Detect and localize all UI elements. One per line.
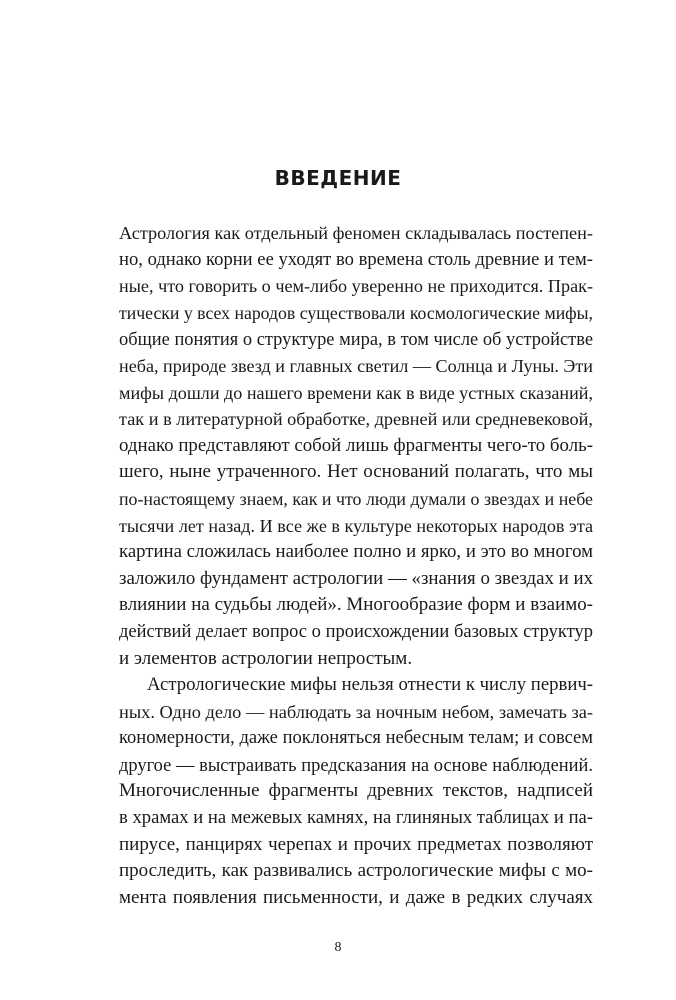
text-line: но, однако корни ее уходят во времена столь древние и тем- bbox=[119, 248, 593, 270]
text-line: по-настоящему знаем, как и что люди думали о звездах и небе bbox=[119, 488, 593, 509]
text-line: Астрология как отдельный феномен складывалась постепен- bbox=[119, 223, 593, 243]
text-line: пирусе, панцирях черепах и прочих предметах позволяют bbox=[119, 833, 593, 855]
text-line: неба, природе звезд и главных светил — Солнца и Луны. Эти bbox=[119, 355, 593, 376]
text-line: действий делает вопрос о происхождении базовых структур bbox=[119, 621, 593, 642]
page-number: 8 bbox=[334, 940, 342, 955]
text-line: тысячи лет назад. И все же в культуре некоторых народов эта bbox=[119, 515, 593, 536]
text-line: другое — выстраивать предсказания на основе наблюдений. bbox=[119, 754, 593, 775]
paragraph-2 bbox=[119, 672, 593, 911]
text-line: ные, что говорить о чем-либо уверенно не приходится. Прак- bbox=[119, 276, 593, 297]
text-line: мифы дошли до нашего времени как в виде устных сказаний, bbox=[119, 382, 593, 403]
text-line: так и в литературной обработке, древней или средневековой, bbox=[119, 409, 593, 430]
text-line: и элементов астрологии непростым. bbox=[119, 647, 413, 669]
text-line: влиянии на судьбы людей». Многообразие форм и взаимо- bbox=[119, 594, 593, 616]
text-line: Астрологические мифы нельзя отнести к числу первич- bbox=[147, 674, 593, 696]
text-line: кономерности, даже поклоняться небесным телам; и совсем bbox=[119, 727, 593, 749]
text-line: Многочисленные фрагменты древних текстов, надписей bbox=[119, 780, 593, 802]
text-line: мента появления письменности, и даже в редких случаях bbox=[119, 886, 593, 908]
body-text bbox=[119, 220, 593, 911]
chapter-title: ВВЕДЕНИЕ bbox=[274, 166, 402, 190]
text-line: в храмах и на межевых камнях, на глиняных таблицах и па- bbox=[119, 807, 593, 829]
text-line: однако представляют собой лишь фрагменты чего-то боль- bbox=[119, 434, 593, 456]
text-line: общие понятия о структуре мира, в том числе об устройстве bbox=[119, 329, 593, 350]
text-line: картина сложилась наиболее полно и ярко, и это во многом bbox=[119, 541, 593, 563]
paragraph-1 bbox=[119, 220, 593, 672]
text-line: заложило фундамент астрологии — «знания о звездах и их bbox=[119, 567, 593, 589]
text-line: ных. Одно дело — наблюдать за ночным небом, замечать за- bbox=[119, 701, 593, 722]
text-line: проследить, как развивались астрологические мифы с мо- bbox=[119, 860, 593, 882]
text-line: тически у всех народов существовали космологические мифы, bbox=[119, 302, 593, 323]
text-line: шего, ныне утраченного. Нет оснований полагать, что мы bbox=[119, 461, 593, 483]
